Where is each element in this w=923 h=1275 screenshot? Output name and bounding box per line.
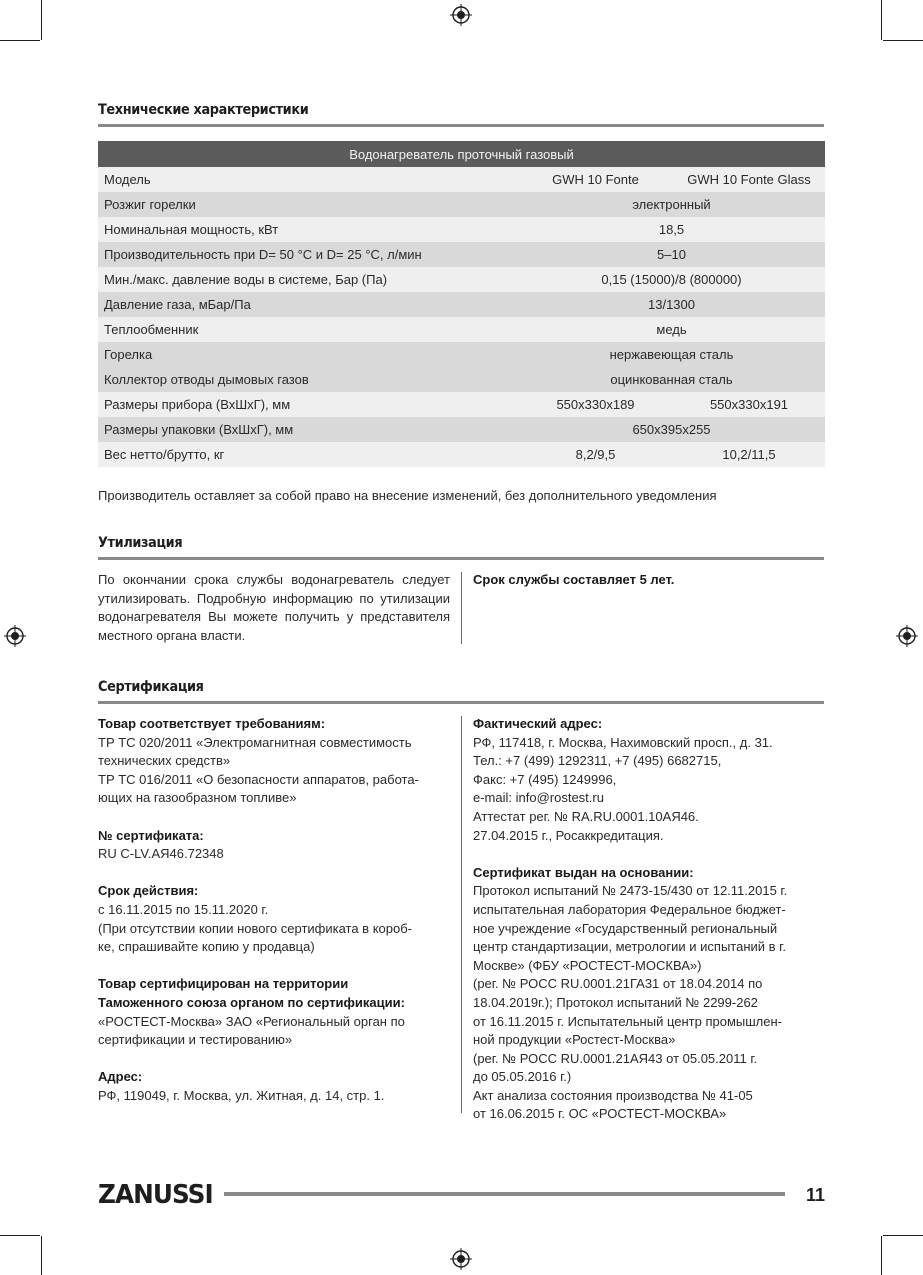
spec-value-model-1: GWH 10 Fonte [552,172,639,187]
spec-value-model-2: GWH 10 Fonte Glass [687,172,811,187]
spec-label: Давление газа, мБар/Па [104,297,251,312]
spec-label: Вес нетто/брутто, кг [104,447,225,462]
column-divider [461,716,462,1113]
table-row [98,417,825,442]
cert-right-column [473,715,833,1124]
basis-line: 18.04.2019г.); Протокол испытаний № 2299-262 [473,994,758,1010]
section-title-specs: Технические характеристики [98,102,309,118]
spec-value-weight-2: 10,2/11,5 [722,447,776,462]
spec-label: Размеры упаковки (ВхШхГ), мм [104,422,294,437]
spec-label: Размеры прибора (ВхШхГ), мм [104,397,291,412]
spec-label: Горелка [104,347,153,362]
table-row [98,317,825,342]
table-row [98,392,825,417]
territory-title: Таможенного союза органом по сертификации: [98,994,405,1010]
spec-value-dims-2: 550х330х191 [709,397,789,412]
spec-value: 0,15 (15000)/8 (800000) [601,272,742,287]
requirements-title: Товар соответствует требованиям: [98,716,326,731]
registration-mark-icon [450,1248,472,1270]
spec-value-weight-1: 8,2/9,5 [575,447,616,462]
section-title-disposal: Утилизация [98,535,183,551]
crop-mark [41,0,42,40]
spec-table [98,141,825,467]
basis-line: ной продукции «Ростест-Москва» [473,1032,676,1048]
crop-mark [0,1235,40,1236]
disposal-text [98,571,450,645]
actual-address-line: Аттестат рег. № RA.RU.0001.10АЯ46. [473,808,699,824]
basis-line: испытательная лаборатория Федеральное бюджет- [473,901,786,917]
service-life-text: Срок службы составляет 5 лет. [473,572,675,587]
address-line: РФ, 119049, г. Москва, ул. Житная, д. 14, стр. 1. [98,1087,385,1103]
validity-line: (При отсутствии копии нового сертификата в короб- [98,920,412,936]
crop-mark [41,1236,42,1275]
section-title-certification: Сертификация [98,679,204,695]
spec-label: Розжиг горелки [104,197,196,212]
requirement-line: ТР ТС 020/2011 «Электромагнитная совместимость [98,734,412,750]
disclaimer-note: Производитель оставляет за собой право на внесение изменений, без дополнительного уведомления [98,488,717,503]
spec-value: 5–10 [657,247,686,262]
territory-line: «РОСТЕСТ-Москва» ЗАО «Региональный орган по [98,1013,405,1029]
spec-value: 650х395х255 [632,422,711,437]
actual-address-line: РФ, 117418, г. Москва, Нахимовский просп., д. 31. [473,734,773,750]
basis-line: центр стандартизации, метрологии и испытаний в г. [473,939,786,955]
table-row [98,242,825,267]
address-title: Адрес: [98,1069,143,1085]
spec-value: электронный [632,197,711,212]
validity-line: ке, спрашивайте копию у продавца) [98,939,315,955]
footer-rule [224,1192,785,1196]
spec-value: 13/1300 [648,297,695,312]
crop-mark [883,40,923,41]
service-life [473,571,825,590]
section-rule [98,124,824,127]
crop-mark [881,1236,882,1275]
spec-label: Коллектор отводы дымовых газов [104,372,309,387]
spec-label: Номинальная мощность, кВт [104,222,279,237]
basis-line: от 16.11.2015 г. Испытательный центр промышлен- [473,1013,782,1029]
table-row [98,342,825,367]
spec-table-header: Водонагреватель проточный газовый [98,141,825,167]
validity-line: с 16.11.2015 по 15.11.2020 г. [98,901,269,917]
basis-line: от 16.06.2015 г. ОС «РОСТЕСТ-МОСКВА» [473,1106,727,1122]
spec-label: Модель [104,172,151,187]
requirement-line: ТР ТС 016/2011 «О безопасности аппаратов, работа- [98,771,419,787]
basis-line: Москве» (ФБУ «РОСТЕСТ-МОСКВА») [473,957,702,973]
territory-line: сертификации и тестированию» [98,1032,293,1048]
spec-value-dims-1: 550х330х189 [556,397,635,412]
crop-mark [0,40,40,41]
basis-line: ное учреждение «Государственный региональный [473,920,778,936]
basis-line: Протокол испытаний № 2473-15/430 от 12.11.2015 г. [473,883,788,899]
validity-title: Срок действия: [98,883,199,899]
actual-address-line: 27.04.2015 г., Росаккредитация. [473,827,664,843]
page-number: 11 [806,1185,826,1205]
table-row [98,217,825,242]
table-row [98,292,825,317]
spec-value: оцинкованная сталь [610,372,733,387]
crop-mark [881,0,882,40]
spec-label: Теплообменник [104,322,199,337]
spec-label: Мин./макс. давление воды в системе, Бар (Па) [104,272,388,287]
registration-mark-icon [450,4,472,26]
actual-address-line: Факс: +7 (495) 1249996, [473,771,617,787]
requirement-line: ющих на газообразном топливе» [98,790,297,806]
actual-address-line: e-mail: info@rostest.ru [473,790,604,806]
table-row [98,167,825,192]
table-row [98,367,825,392]
basis-line: до 05.05.2016 г.) [473,1069,572,1085]
registration-mark-icon [896,625,918,647]
section-rule [98,557,824,560]
certificate-number: RU С-LV.АЯ46.72348 [98,846,224,862]
table-row [98,442,825,467]
certificate-number-title: № сертификата: [98,827,204,843]
basis-title: Сертификат выдан на основании: [473,864,694,880]
basis-line: (рег. № РОСС RU.0001.21ГА31 от 18.04.2014 по [473,976,763,992]
table-row [98,267,825,292]
basis-line: Акт анализа состояния производства № 41-05 [473,1087,753,1103]
actual-address-title: Фактический адрес: [473,716,603,731]
crop-mark [883,1235,923,1236]
table-row [98,192,825,217]
column-divider [461,572,462,644]
disposal-paragraph: По окончании срока службы водонагреватель следует утилизировать. Подробную информацию по утилизации водонагревателя Вы можете получить у представителя местного органа власти. [98,572,450,643]
spec-value: 18,5 [658,222,685,237]
spec-value: нержавеющая сталь [609,347,734,362]
cert-left-column [98,715,458,1105]
basis-line: (рег. № РОСС RU.0001.21АЯ43 от 05.05.2011 г. [473,1050,758,1066]
requirement-line: технических средств» [98,753,231,769]
spec-value: медь [656,322,687,337]
section-rule [98,701,824,704]
brand-logo: ZANUSSI [98,1180,213,1210]
territory-title: Товар сертифицирован на территории [98,976,349,992]
actual-address-line: Тел.: +7 (499) 1292311, +7 (495) 6682715, [473,753,722,769]
spec-label: Производительность при D= 50 °С и D= 25 °С, л/мин [104,247,422,262]
registration-mark-icon [4,625,26,647]
